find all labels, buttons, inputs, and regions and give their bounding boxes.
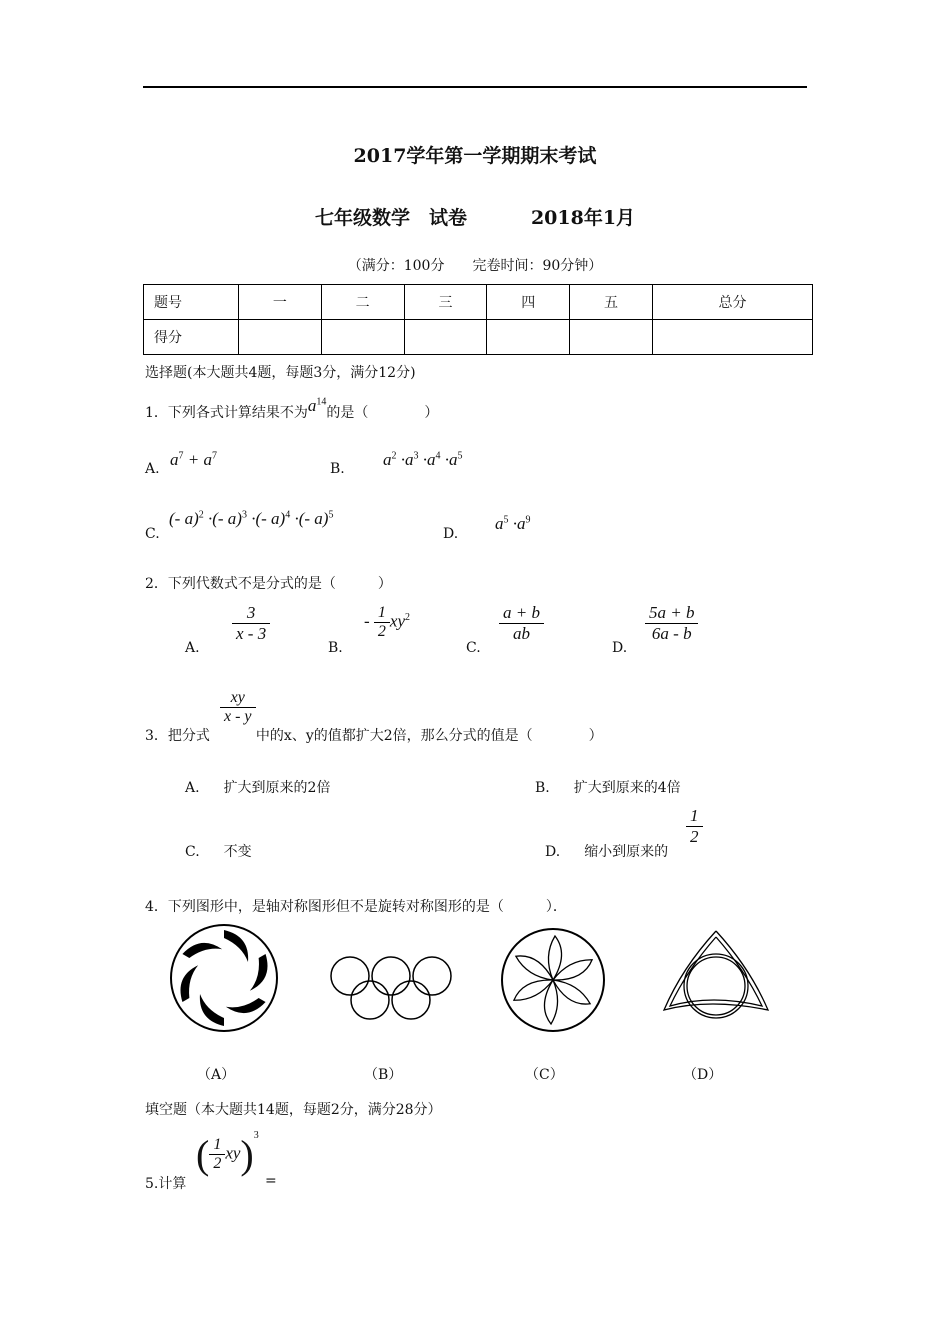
q3-option-b: B. 扩大到原来的4倍 xyxy=(535,780,681,796)
q1-option-d-formula: $a^5 \cdot a^9$ xyxy=(495,514,531,533)
figure-label-c: （C） xyxy=(525,1067,564,1083)
q2-option-b-formula: - $\frac{1}{2}$ $xy^2$ xyxy=(364,604,411,640)
q3-option-d: D. 缩小到原来的 xyxy=(545,844,669,860)
figure-a-swirl xyxy=(168,922,280,1034)
q1-option-c-label: C. xyxy=(145,526,160,542)
figure-b-rings xyxy=(328,955,456,1025)
exam-info: （满分：100分 完卷时间：90分钟） xyxy=(347,258,603,274)
exam-date: 2018年1月 xyxy=(530,207,636,229)
q3-option-a: A. 扩大到原来的2倍 xyxy=(185,780,331,796)
figure-c-petals xyxy=(499,926,607,1034)
table-cell: 三 xyxy=(404,285,487,320)
q3-option-c: C. 不变 xyxy=(185,844,252,860)
table-cell xyxy=(570,320,653,355)
section2-heading: 填空题（本大题共14题，每题2分，满分28分） xyxy=(145,1102,442,1118)
q5-equals: = xyxy=(265,1173,277,1189)
q5-formula: ( $\frac{1}{2}$ xy)$^3$ xyxy=(196,1129,259,1177)
subject: 七年级数学 试卷 xyxy=(314,207,467,229)
figure-d-triquetra xyxy=(660,928,772,1028)
q2-stem: 2．下列代数式不是分式的是（ ） xyxy=(145,576,392,592)
q3-stem: 3．把分式 中的x、y的值都扩大2倍，那么分式的值是（ ） xyxy=(145,728,603,744)
q2-option-a-label: A. xyxy=(185,640,200,656)
q3-half-formula: $\frac{1}{2}$ xyxy=(686,806,703,847)
table-cell: 四 xyxy=(487,285,570,320)
q5-stem: 5.计算 xyxy=(145,1176,187,1192)
figure-label-d: （D） xyxy=(683,1067,723,1083)
formula: $a^{14}$ xyxy=(307,396,327,415)
table-cell xyxy=(404,320,487,355)
q2-option-c-formula: $\frac{a + b}{ab}$ xyxy=(499,603,544,644)
section1-heading: 选择题(本大题共4题，每题3分，满分12分) xyxy=(145,365,416,381)
q1-option-b-label: B. xyxy=(330,461,345,477)
table-cell: 一 xyxy=(239,285,322,320)
q1-option-c-formula: (- a)$^2$ ·(- a)$^3$ ·(- a)$^4$ ·(- a)$^5$ xyxy=(169,509,334,528)
table-cell xyxy=(652,320,812,355)
q1-option-a-formula: $a^7 + a^7$ xyxy=(170,450,217,469)
q3-fraction-formula: $\frac{xy}{x - y}$ xyxy=(220,689,256,726)
q2-option-d-formula: $\frac{5a + b}{6a - b}$ xyxy=(645,603,698,644)
top-rule xyxy=(143,86,807,88)
table-cell: 得分 xyxy=(144,320,239,355)
table-cell: 总分 xyxy=(652,285,812,320)
table-cell: 二 xyxy=(321,285,404,320)
table-cell xyxy=(321,320,404,355)
q2-option-c-label: C. xyxy=(466,640,481,656)
exam-title: 2017学年第一学期期末考试 xyxy=(353,145,597,167)
figure-label-a: （A） xyxy=(197,1067,236,1083)
exam-subtitle xyxy=(0,203,950,230)
table-row xyxy=(144,285,813,320)
q2-option-b-label: B. xyxy=(328,640,343,656)
q4-stem: 4．下列图形中，是轴对称图形但不是旋转对称图形的是（ ）． xyxy=(145,899,567,915)
table-row xyxy=(144,320,813,355)
q1-option-a-label: A. xyxy=(145,461,160,477)
figure-label-b: （B） xyxy=(364,1067,403,1083)
q2-option-d-label: D. xyxy=(612,640,628,656)
table-cell: 题号 xyxy=(144,285,239,320)
q1-option-d-label: D. xyxy=(443,526,459,542)
score-table xyxy=(143,284,813,355)
q2-option-a-formula: $\frac{3}{x - 3}$ xyxy=(232,603,270,644)
q1-option-b-formula: $a^2 \cdot a^3 \cdot a^4 \cdot a^5$ xyxy=(383,450,463,469)
table-cell: 五 xyxy=(570,285,653,320)
table-cell xyxy=(487,320,570,355)
table-cell xyxy=(239,320,322,355)
q1-stem: 1．下列各式计算结果不为$a^{14}$的是（ ） xyxy=(145,396,439,421)
